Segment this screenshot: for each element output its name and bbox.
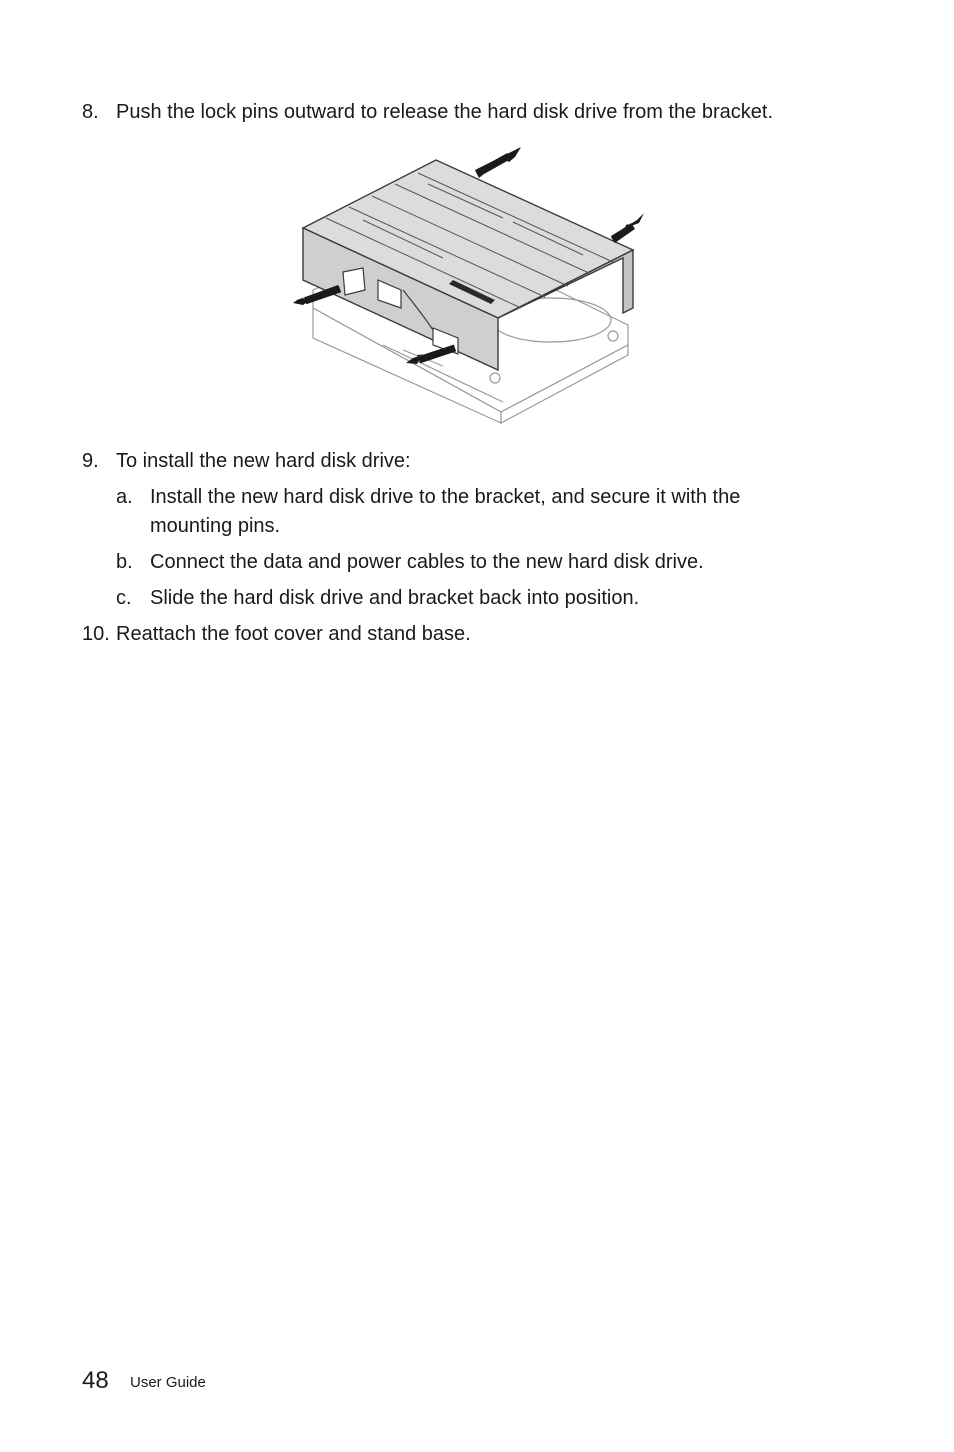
substep-text: Install the new hard disk drive to the bracket, and secure it with the mounting pins.: [150, 486, 741, 537]
document-title: User Guide: [130, 1374, 206, 1391]
page-footer: [82, 1364, 382, 1400]
step-text: Push the lock pins outward to release the hard disk drive from the bracket.: [116, 101, 774, 123]
step-10: [82, 620, 862, 650]
substep-text: Slide the hard disk drive and bracket back into position.: [150, 587, 640, 609]
substep-a: [116, 483, 816, 543]
substep-letter: c.: [116, 587, 132, 609]
page-number: 48: [82, 1367, 109, 1394]
step-9: [82, 447, 862, 477]
step-text: To install the new hard disk drive:: [116, 450, 411, 472]
step-number: 8.: [82, 101, 99, 123]
hdd-bracket-illustration: [283, 140, 653, 430]
step-number: 9.: [82, 450, 99, 472]
step-text: Reattach the foot cover and stand base.: [116, 623, 471, 645]
substep-text: Connect the data and power cables to the new hard disk drive.: [150, 551, 704, 573]
substep-c: [116, 584, 816, 614]
substep-b: [116, 548, 816, 578]
substep-letter: b.: [116, 551, 133, 573]
step-number: 10.: [82, 623, 110, 645]
substep-letter: a.: [116, 486, 133, 508]
step-8: [82, 98, 862, 128]
